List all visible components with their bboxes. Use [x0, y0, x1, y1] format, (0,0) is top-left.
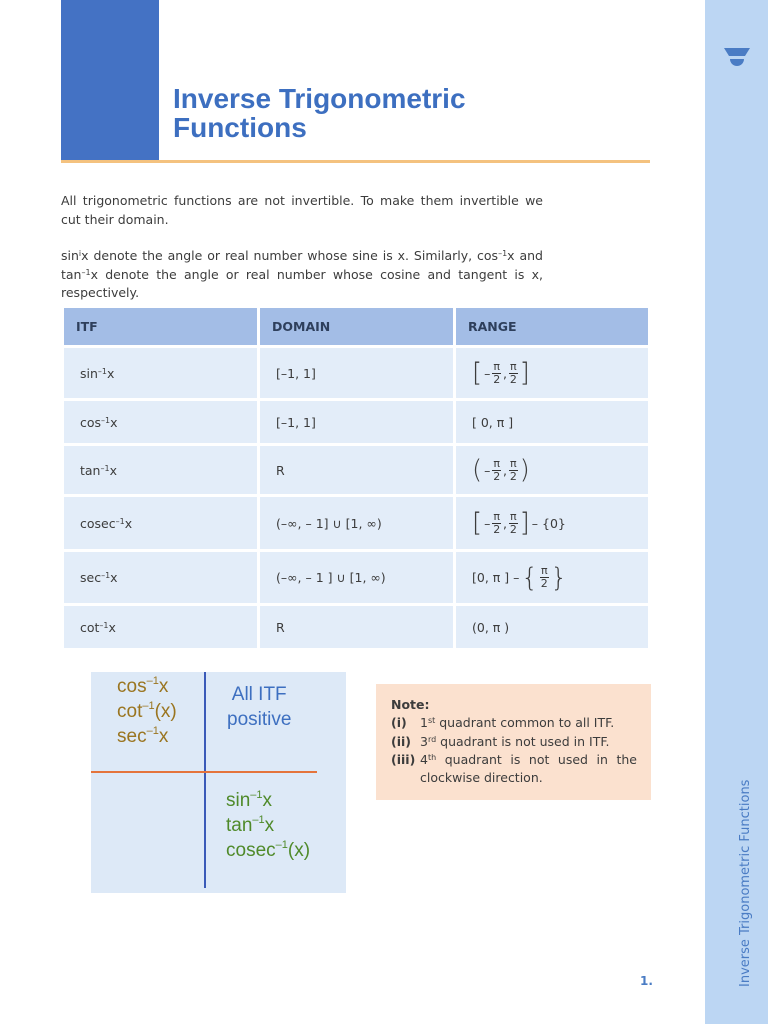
itf-cell: $\tan^{-1}x$ [64, 446, 257, 494]
intro-paragraph-2: $\sin^ix$ denote the angle or real number whose sine is x. Similarly, $\cos^{-1}x$ and $\tan^{-1}x$ denote the angle or real number whose cosine and tangent is x, respectively. [61, 248, 543, 300]
intro-paragraph-1: All trigonometric functions are not invertible. To make them invertible we cut their domain. [61, 193, 543, 227]
domain-cell: R [260, 606, 453, 648]
title-line-1: Inverse Trigonometric [173, 83, 466, 114]
table-row [64, 348, 648, 398]
first-quadrant-label: All ITF positive [227, 684, 292, 730]
domain-cell: [–1, 1] [260, 348, 453, 398]
note-box [376, 684, 651, 800]
itf-table [61, 305, 651, 651]
domain-cell: (–∞, – 1] ∪ [1, ∞) [260, 497, 453, 549]
sidebar-vertical-title: Inverse Trigonometric Functions [738, 779, 753, 987]
itf-cell: $\cos^{-1}x$ [64, 401, 257, 443]
title-line-2: Functions [173, 112, 307, 143]
range-cell: ( – $\frac{\pi}{2}$ , $\frac{\pi}{2}$ ) [456, 446, 648, 494]
title-underline [61, 160, 650, 163]
range-cell: [0, π ] – { $\frac{\pi}{2}$ } [456, 552, 648, 603]
fourth-quadrant-functions: $\sin^{-1}x$ $\tan^{-1}x$ cosec$^{-1}$(x) [226, 789, 311, 861]
itf-cell: $\sin^{-1}x$ [64, 348, 257, 398]
unacademy-logo-icon [724, 44, 750, 72]
header-itf: ITF [64, 308, 257, 345]
domain-cell: (–∞, – 1 ] ∪ [1, ∞) [260, 552, 453, 603]
page-number: 1. [640, 974, 653, 988]
note-item: (ii) 3rd quadrant is not used in ITF. [391, 733, 610, 749]
header-range: RANGE [456, 308, 648, 345]
right-sidebar [705, 0, 768, 1024]
quadrant-diagram [91, 672, 346, 893]
table-row [64, 401, 648, 443]
note-item: (i) 1st quadrant common to all ITF. [391, 715, 615, 731]
table-row [64, 606, 648, 648]
itf-cell: $\sec^{-1}x$ [64, 552, 257, 603]
table-row [64, 497, 648, 549]
range-cell: (0, π ) [456, 606, 648, 648]
second-quadrant-functions: $\cos^{-1}x$ $\cot^{-1}(x)$ $\sec^{-1}x$ [117, 675, 177, 747]
x-axis-line [91, 771, 317, 773]
range-cell: [ – $\frac{\pi}{2}$ , $\frac{\pi}{2}$ ] – {0} [456, 497, 648, 549]
table-row [64, 552, 648, 603]
note-title: Note: [391, 697, 430, 712]
domain-cell: R [260, 446, 453, 494]
range-cell: [ – $\frac{\pi}{2}$ , $\frac{\pi}{2}$ ] [456, 348, 648, 398]
header-blue-block [61, 0, 159, 160]
itf-cell: $\cot^{-1}x$ [64, 606, 257, 648]
page-title [173, 84, 466, 142]
itf-cell: cosec$^{-1}$x [64, 497, 257, 549]
table-header-row [64, 308, 648, 345]
header-domain: DOMAIN [260, 308, 453, 345]
y-axis-line [204, 672, 206, 888]
note-item: (iii) 4th quadrant is not used in the clockwise direction. [391, 751, 637, 786]
domain-cell: [–1, 1] [260, 401, 453, 443]
table-row [64, 446, 648, 494]
range-cell: [ 0, π ] [456, 401, 648, 443]
